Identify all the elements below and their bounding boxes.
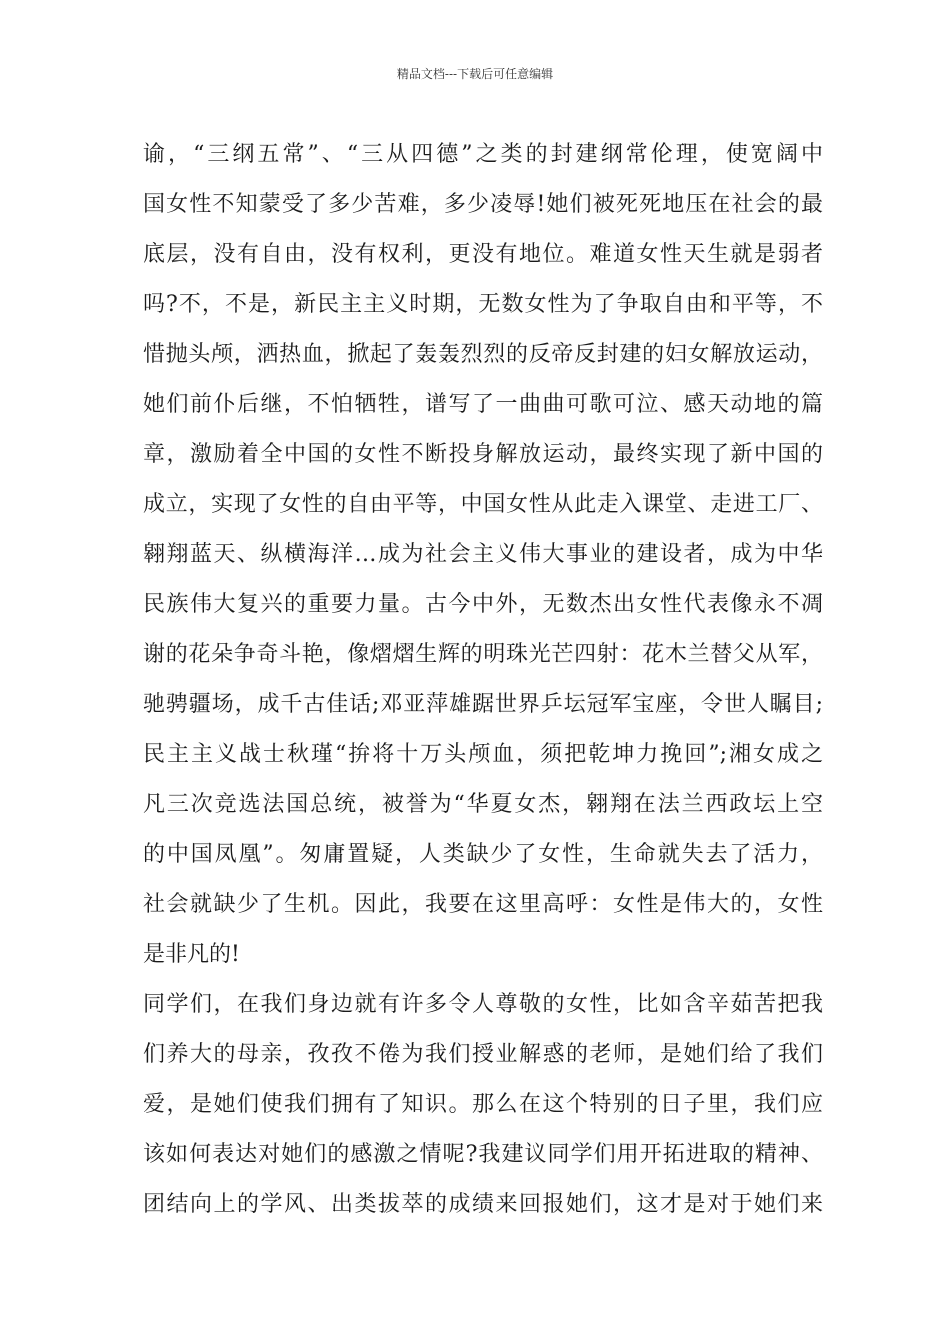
text-line: 章，激励着全中国的女性不断投身解放运动，最终实现了新中国的 <box>143 442 823 467</box>
text-line: 们养大的母亲，孜孜不倦为我们授业解惑的老师，是她们给了我们 <box>143 1042 823 1067</box>
text-line: 驰骋疆场，成千古佳话;邓亚萍雄踞世界乒坛冠军宝座，令世人瞩目; <box>143 692 823 717</box>
text-line: 翱翔蓝天、纵横海洋…成为社会主义伟大事业的建设者，成为中华 <box>143 542 823 567</box>
text-line: 凡三次竞选法国总统，被誉为“华夏女杰，翱翔在法兰西政坛上空 <box>143 792 823 817</box>
text-line: 吗?不，不是，新民主主义时期，无数女性为了争取自由和平等，不 <box>143 292 823 317</box>
page-header: 精品文档---下载后可任意编辑 <box>396 67 554 81</box>
text-line: 爱，是她们使我们拥有了知识。那么在这个特别的日子里，我们应 <box>143 1092 823 1117</box>
text-line: 是非凡的! <box>143 942 240 967</box>
text-line: 该如何表达对她们的感激之情呢?我建议同学们用开拓进取的精神、 <box>143 1142 823 1167</box>
text-line: 民主主义战士秋瑾“拚将十万头颅血，须把乾坤力挽回”;湘女成之 <box>143 742 823 767</box>
text-line: 惜抛头颅，洒热血，掀起了轰轰烈烈的反帝反封建的妇女解放运动， <box>143 342 823 367</box>
document-body <box>143 130 823 1230</box>
text-line: 成立，实现了女性的自由平等，中国女性从此走入课堂、走进工厂、 <box>143 492 823 517</box>
text-line: 谢的花朵争奇斗艳，像熠熠生辉的明珠光芒四射：花木兰替父从军， <box>143 642 823 667</box>
text-line: 的中国凤凰”。匆庸置疑，人类缺少了女性，生命就失去了活力， <box>143 842 823 867</box>
text-line: 她们前仆后继，不怕牺牲，谱写了一曲曲可歌可泣、感天动地的篇 <box>143 392 823 417</box>
paragraph-1 <box>143 130 823 980</box>
text-line: 民族伟大复兴的重要力量。古今中外，无数杰出女性代表像永不凋 <box>143 592 823 617</box>
paragraph-2 <box>143 980 823 1230</box>
text-line: 团结向上的学风、出类拔萃的成绩来回报她们，这才是对于她们来 <box>143 1192 823 1217</box>
text-line: 同学们，在我们身边就有许多令人尊敬的女性，比如含辛茹苦把我 <box>143 992 823 1017</box>
text-line: 谕，“三纲五常”、“三从四德”之类的封建纲常伦理，使宽阔中 <box>143 142 823 167</box>
text-line: 国女性不知蒙受了多少苦难，多少凌辱!她们被死死地压在社会的最 <box>143 192 823 217</box>
text-line: 底层，没有自由，没有权利，更没有地位。难道女性天生就是弱者 <box>143 242 823 267</box>
text-line: 社会就缺少了生机。因此，我要在这里高呼：女性是伟大的，女性 <box>143 892 823 917</box>
